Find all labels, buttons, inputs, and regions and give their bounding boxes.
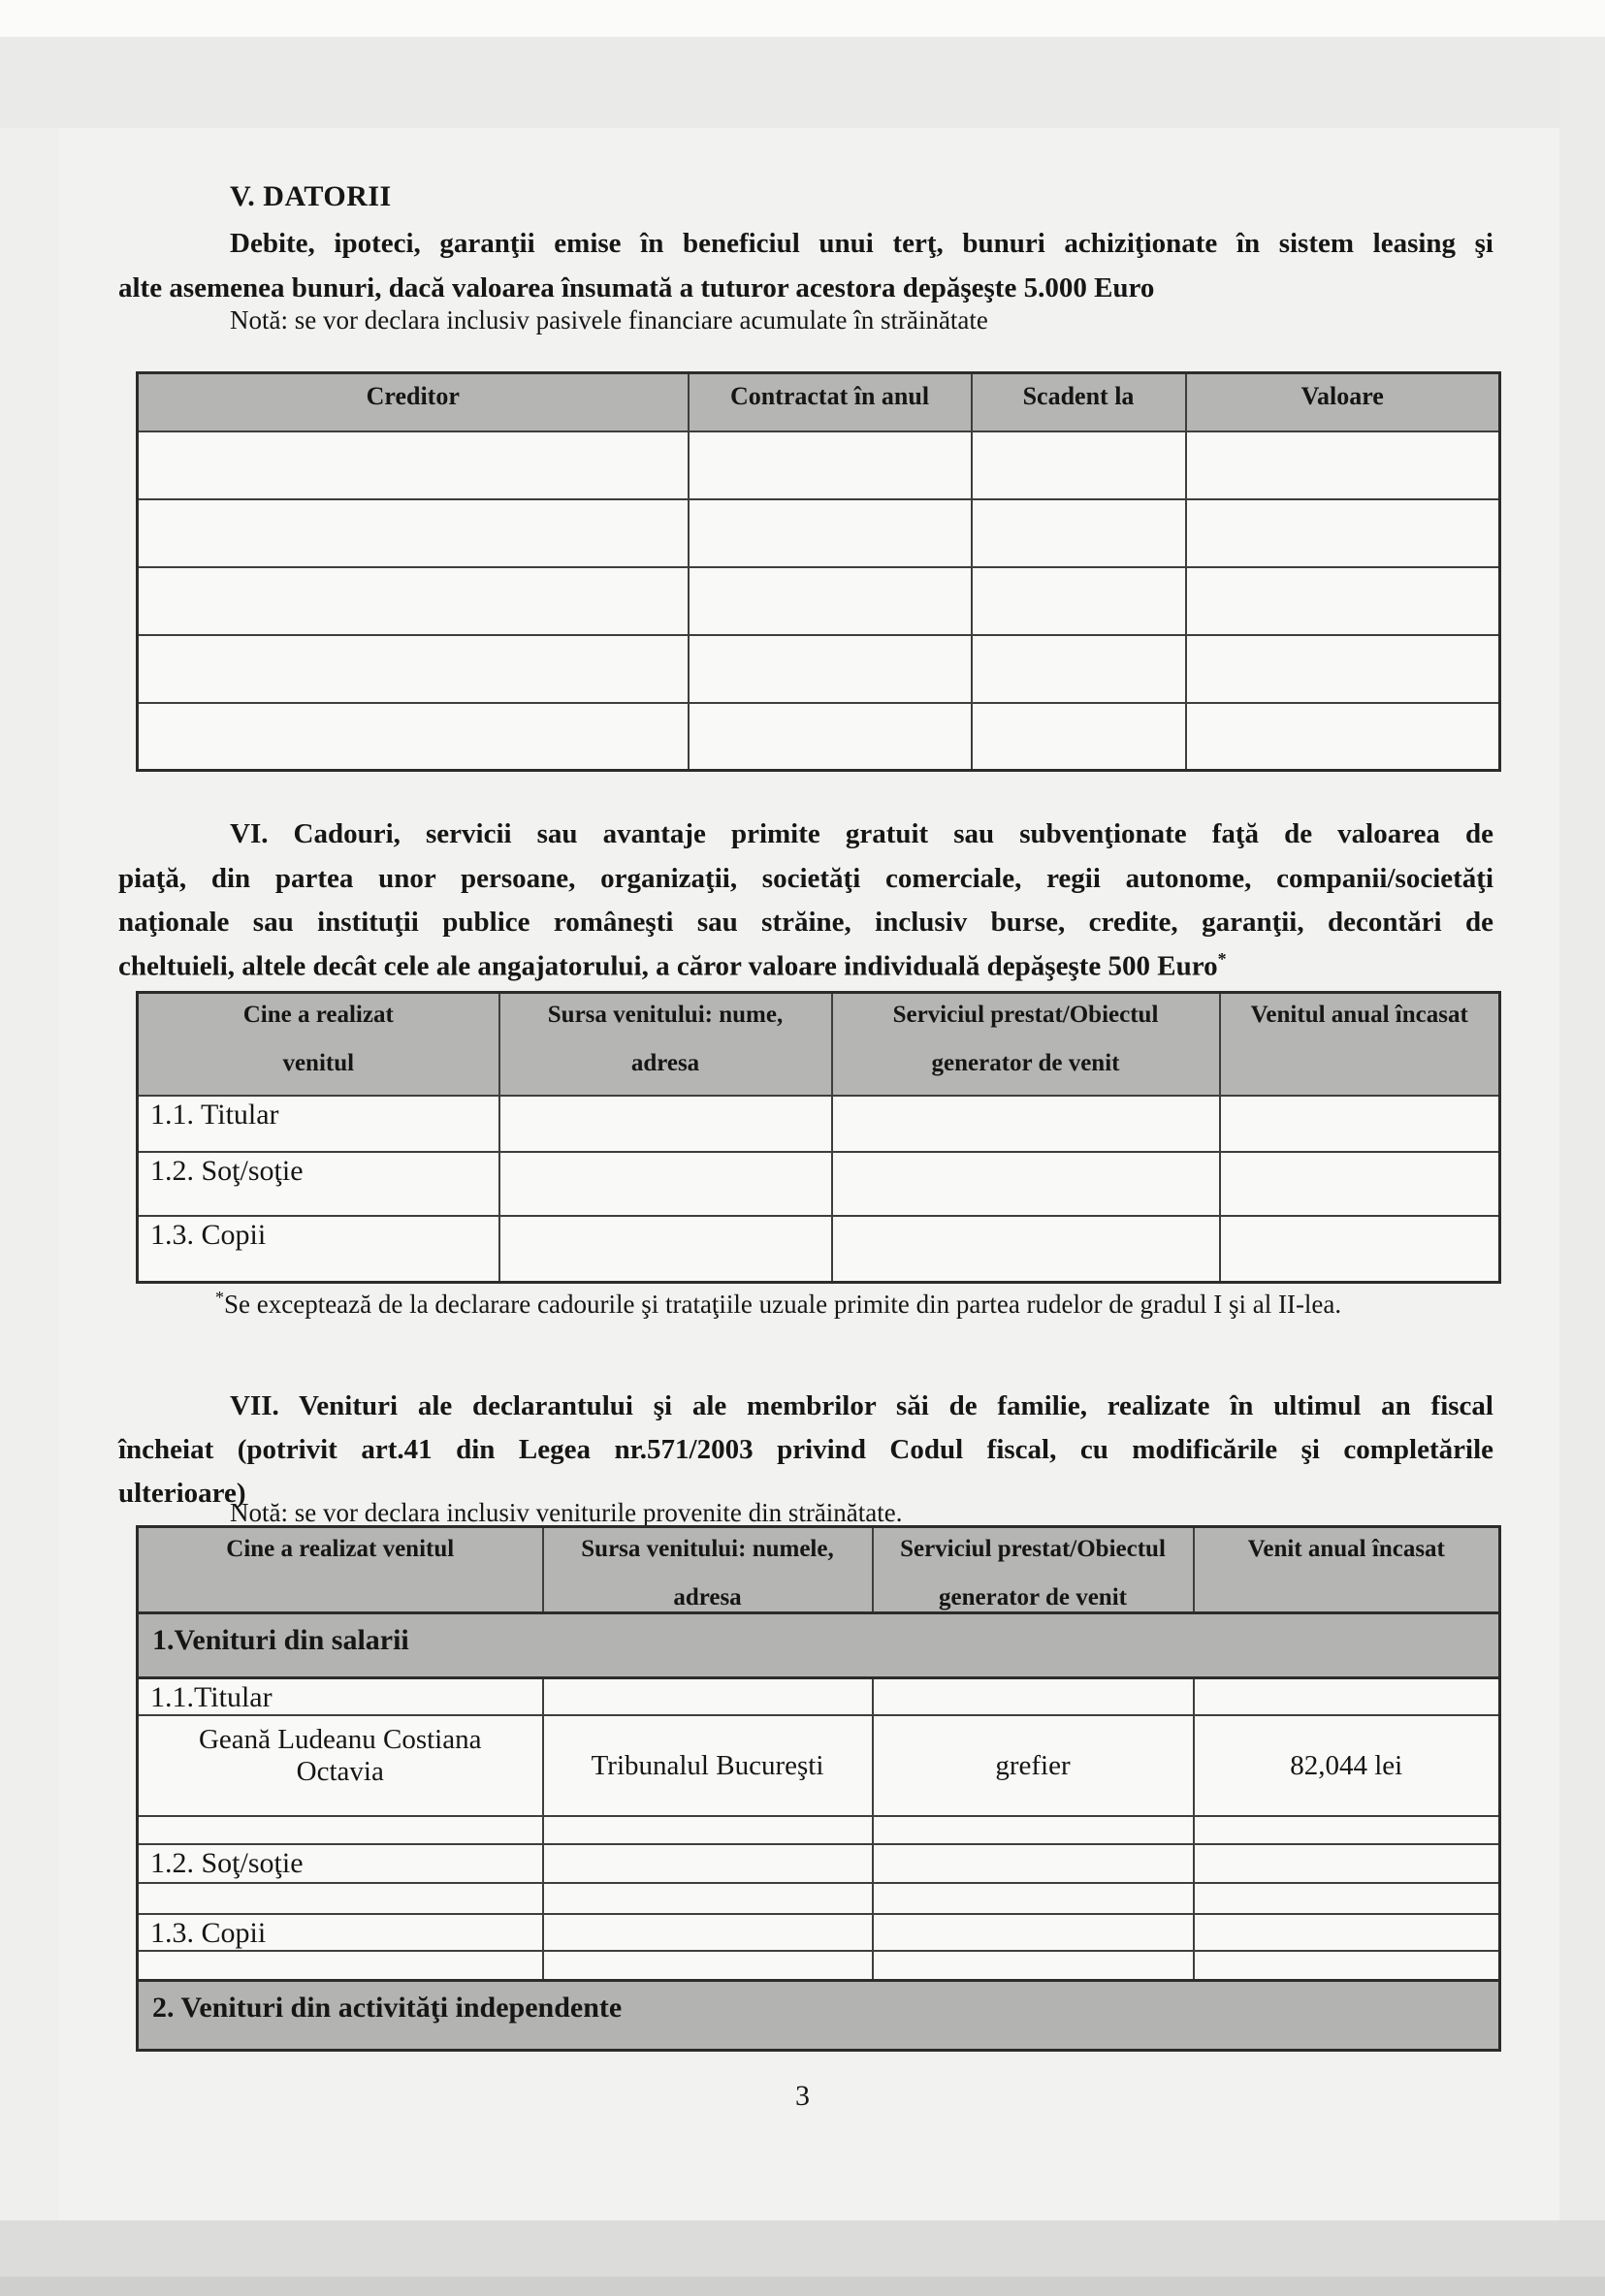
empty-cell <box>543 1883 873 1914</box>
empty-cell <box>1186 567 1500 635</box>
empty-cell <box>873 1844 1194 1883</box>
section-v-title: V. DATORII <box>230 180 392 212</box>
empty-cell <box>689 703 972 771</box>
gifts-header-annual-income <box>1220 993 1500 1096</box>
section-v-nota: Notă: se vor declara inclusiv pasivele financiare acumulate în străinătate <box>230 305 988 335</box>
income-row-titular-label: 1.1.Titular <box>138 1678 543 1716</box>
section-vi-paragraph-line-3: naţionale sau instituţii publice româneşti sau străine, inclusiv burse, credite, garanţii, decontări de <box>118 907 1493 938</box>
empty-cell <box>1194 1914 1500 1951</box>
empty-cell <box>1194 1883 1500 1914</box>
header-line-2: venitul <box>282 1050 355 1076</box>
empty-cell <box>499 1216 832 1283</box>
empty-cell <box>138 567 689 635</box>
empty-cell <box>543 1951 873 1980</box>
section-v-paragraph-line-2: alte asemenea bunuri, dacă valoarea însumată a tuturor acestora depăşeşte 5.000 Euro <box>118 272 1155 303</box>
empty-cell <box>1220 1096 1500 1152</box>
empty-cell <box>972 499 1186 567</box>
empty-cell <box>499 1152 832 1216</box>
gifts-header-service-provided <box>832 993 1220 1096</box>
section-vii-paragraph-line-2: încheiat (potrivit art.41 din Legea nr.571/2003 privind Codul fiscal, cu modificările şi completările <box>118 1434 1493 1465</box>
section-vi-paragraph-line-4 <box>118 948 1493 984</box>
income-source-value: Tribunalul Bucureşti <box>543 1715 873 1816</box>
empty-cell <box>873 1678 1194 1716</box>
header-line-2: generator de venit <box>939 1584 1127 1610</box>
gifts-header-income-source <box>499 993 832 1096</box>
empty-cell <box>689 499 972 567</box>
empty-cell <box>972 635 1186 703</box>
scan-artifact-top-band <box>0 37 1605 128</box>
empty-cell <box>972 431 1186 499</box>
section-vii-paragraph-line-1: VII. Venituri ale declarantului şi ale membrilor săi de familie, realizate în ultimul an fiscal <box>230 1390 1493 1421</box>
empty-cell <box>1186 703 1500 771</box>
empty-cell <box>873 1914 1194 1951</box>
empty-cell <box>1186 431 1500 499</box>
header-line-2: adresa <box>630 1050 700 1076</box>
footnote-asterisk: * <box>215 1288 224 1307</box>
debts-header-contracted-year: Contractat în anul <box>689 373 972 431</box>
footnote-text: Se exceptează de la declarare cadourile şi trataţiile uzuale primite din partea rudelor de gradul I şi al II-lea. <box>224 1290 1342 1319</box>
debts-header-value: Valoare <box>1186 373 1500 431</box>
section-vi-paragraph-line-1: VI. Cadouri, servicii sau avantaje primite gratuit sau subvenţionate faţă de valoarea de <box>230 818 1493 849</box>
debts-table <box>136 371 1501 772</box>
empty-cell <box>1186 499 1500 567</box>
empty-cell <box>138 703 689 771</box>
scan-artifact-left-band <box>0 128 58 2222</box>
section-v-paragraph-line-1: Debite, ipoteci, garanţii emise în beneficiul unui terţ, bunuri achiziţionate în sistem leasing şi <box>230 228 1493 259</box>
empty-cell <box>972 703 1186 771</box>
page-number: 3 <box>795 2080 810 2112</box>
income-row-children-label: 1.3. Copii <box>138 1914 543 1951</box>
header-line-2: adresa <box>673 1584 742 1610</box>
header-line-1: Sursa venitului: nume, <box>547 1002 784 1028</box>
gifts-row-children-label: 1.3. Copii <box>138 1216 499 1283</box>
empty-cell <box>972 567 1186 635</box>
scan-artifact-top-white <box>0 0 1605 37</box>
empty-cell <box>832 1096 1220 1152</box>
empty-cell <box>689 567 972 635</box>
empty-cell <box>1220 1152 1500 1216</box>
empty-cell <box>543 1914 873 1951</box>
empty-cell <box>1194 1844 1500 1883</box>
empty-cell <box>832 1152 1220 1216</box>
empty-cell <box>499 1096 832 1152</box>
empty-cell <box>138 1883 543 1914</box>
empty-cell <box>138 1816 543 1844</box>
empty-cell <box>1220 1216 1500 1283</box>
income-header-who-earned <box>138 1527 543 1613</box>
empty-cell <box>1194 1951 1500 1980</box>
header-line-1: Sursa venitului: numele, <box>581 1536 834 1562</box>
income-table <box>136 1525 1501 2052</box>
header-line-1: Venit anual încasat <box>1247 1536 1445 1562</box>
empty-cell <box>689 635 972 703</box>
income-service-value: grefier <box>873 1715 1194 1816</box>
empty-cell <box>1194 1816 1500 1844</box>
scan-artifact-bottom-edge <box>0 2277 1605 2296</box>
income-band-independent-activities: 2. Venituri din activităţi independente <box>138 1980 1500 2050</box>
empty-cell <box>873 1883 1194 1914</box>
gifts-table <box>136 991 1501 1284</box>
empty-cell <box>832 1216 1220 1283</box>
empty-cell <box>689 431 972 499</box>
gifts-row-titular-label: 1.1. Titular <box>138 1096 499 1152</box>
income-band-salaries: 1.Venituri din salarii <box>138 1613 1500 1678</box>
income-header-income-source <box>543 1527 873 1613</box>
declarant-name-line-2: Octavia <box>296 1756 384 1787</box>
section-vi-paragraph-line-4-text: cheltuieli, altele decât cele ale angajatorului, a căror valoare individuală depăşeşte 500 Euro <box>118 950 1218 982</box>
debts-header-due-date: Scadent la <box>972 373 1186 431</box>
gifts-footnote <box>215 1288 1341 1320</box>
header-line-1: Serviciul prestat/Obiectul <box>900 1536 1166 1562</box>
empty-cell <box>873 1816 1194 1844</box>
income-row-spouse-label: 1.2. Soţ/soţie <box>138 1844 543 1883</box>
header-line-1: Serviciul prestat/Obiectul <box>892 1002 1159 1028</box>
gifts-row-spouse-label: 1.2. Soţ/soţie <box>138 1152 499 1216</box>
empty-cell <box>543 1844 873 1883</box>
header-line-2: generator de venit <box>931 1050 1120 1076</box>
empty-cell <box>543 1678 873 1716</box>
empty-cell <box>543 1816 873 1844</box>
empty-cell <box>138 431 689 499</box>
section-vii-paragraph-line-3: ulterioare) <box>118 1478 246 1509</box>
empty-cell <box>138 1951 543 1980</box>
empty-cell <box>138 499 689 567</box>
euro-footnote-asterisk: * <box>1217 949 1227 969</box>
gifts-header-who-earned <box>138 993 499 1096</box>
empty-cell <box>1186 635 1500 703</box>
header-line-1: Venitul anual încasat <box>1250 1002 1468 1028</box>
scan-artifact-right-band <box>1559 37 1605 2296</box>
income-header-annual-income <box>1194 1527 1500 1613</box>
section-vii-nota: Notă: se vor declara inclusiv veniturile provenite din străinătate. <box>230 1498 903 1527</box>
income-amount-value: 82,044 lei <box>1194 1715 1500 1816</box>
income-header-service-provided <box>873 1527 1194 1613</box>
empty-cell <box>873 1951 1194 1980</box>
empty-cell <box>138 635 689 703</box>
section-vi-paragraph-line-2: piaţă, din partea unor persoane, organizaţii, societăţi comerciale, regii autonome, companii/societăţi <box>118 863 1493 894</box>
declarant-name-line-1: Geană Ludeanu Costiana <box>198 1724 482 1755</box>
header-line-1: Cine a realizat <box>242 1002 394 1028</box>
income-declarant-name <box>138 1715 543 1816</box>
empty-cell <box>1194 1678 1500 1716</box>
header-line-1: Cine a realizat venitul <box>226 1536 455 1562</box>
debts-header-creditor: Creditor <box>138 373 689 431</box>
